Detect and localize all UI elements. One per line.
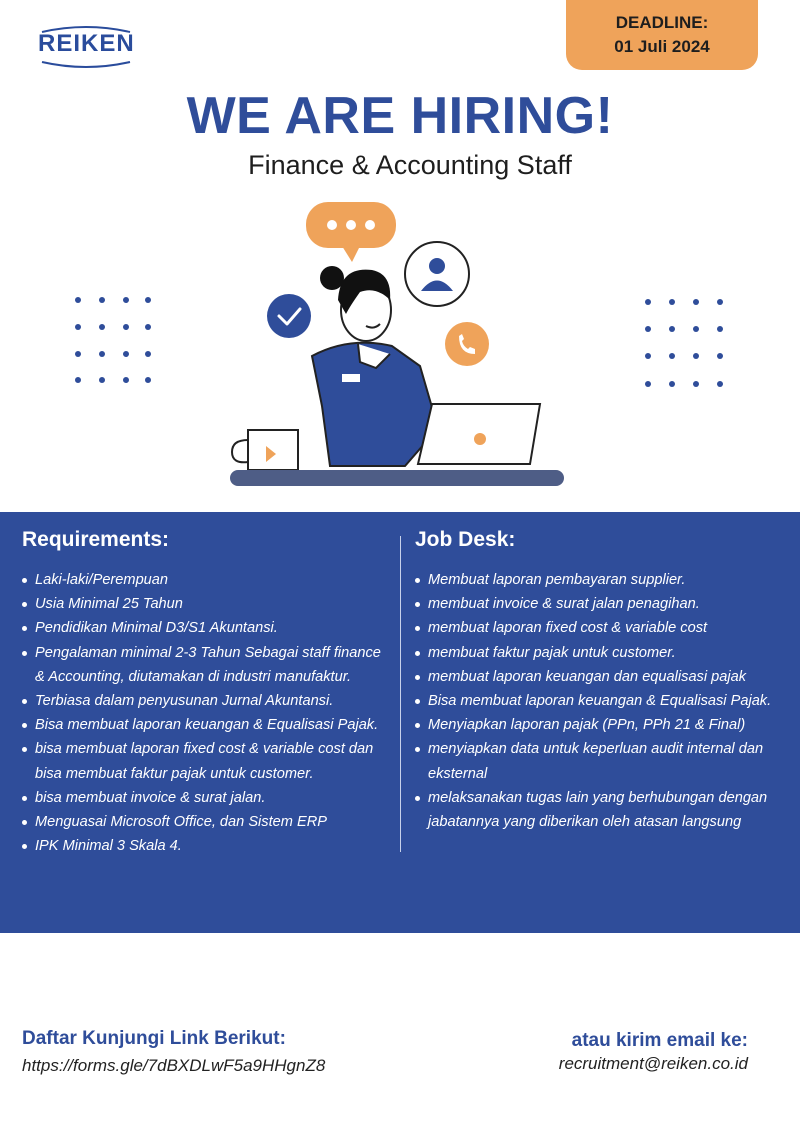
list-item: membuat laporan fixed cost & variable cost (415, 616, 795, 640)
list-item: melaksanakan tugas lain yang berhubungan dengan jabatannya yang diberikan oleh atasan langsung (415, 786, 795, 834)
user-icon (405, 242, 469, 306)
desk-icon (230, 470, 564, 486)
job-position: Finance & Accounting Staff (248, 150, 572, 180)
reiken-logo (38, 24, 134, 70)
email-label: atau kirim email ke: (571, 1030, 748, 1051)
list-item: Usia Minimal 25 Tahun (22, 592, 392, 616)
requirements-title: Requirements: (22, 528, 170, 551)
dot-grid-left-icon (75, 297, 151, 383)
requirements-list (22, 568, 392, 858)
email-link[interactable]: recruitment@reiken.co.id (558, 1054, 748, 1073)
register-label: Daftar Kunjungi Link Berikut: (22, 1028, 286, 1049)
job-desk-title: Job Desk: (415, 528, 516, 551)
list-item: IPK Minimal 3 Skala 4. (22, 834, 392, 858)
list-item: Menyiapkan laporan pajak (PPn, PPh 21 & Final) (415, 713, 795, 737)
list-item: Bisa membuat laporan keuangan & Equalisasi Pajak. (22, 713, 392, 737)
page-title: WE ARE HIRING! (186, 87, 614, 145)
dot-grid-right-icon (645, 299, 723, 387)
list-item: bisa membuat invoice & surat jalan. (22, 786, 392, 810)
register-link[interactable]: https://forms.gle/7dBXDLwF5a9HHgnZ8 (22, 1056, 326, 1075)
column-divider (400, 536, 401, 852)
chat-bubble-icon (306, 202, 396, 262)
deadline-badge (566, 0, 758, 70)
list-item: bisa membuat laporan fixed cost & variable cost dan bisa membuat faktur pajak untuk customer. (22, 737, 392, 785)
details-panel (0, 512, 800, 933)
list-item: membuat laporan keuangan dan equalisasi pajak (415, 665, 795, 689)
deadline-date: 01 Juli 2024 (614, 37, 710, 56)
phone-icon (445, 322, 489, 366)
mug-icon (232, 430, 298, 470)
list-item: membuat invoice & surat jalan penagihan. (415, 592, 795, 616)
list-item: Membuat laporan pembayaran supplier. (415, 568, 795, 592)
list-item: Laki-laki/Perempuan (22, 568, 392, 592)
check-icon (267, 294, 311, 338)
list-item: Pengalaman minimal 2-3 Tahun Sebagai staff finance & Accounting, diutamakan di industri manufaktur. (22, 641, 392, 689)
list-item: Terbiasa dalam penyusunan Jurnal Akuntansi. (22, 689, 392, 713)
hiring-illustration (0, 196, 800, 496)
job-desk-section (415, 526, 795, 834)
logo-text: REIKEN (38, 30, 135, 57)
laptop-icon (418, 404, 540, 464)
list-item: Menguasai Microsoft Office, dan Sistem ERP (22, 810, 392, 834)
list-item: Pendidikan Minimal D3/S1 Akuntansi. (22, 616, 392, 640)
job-desk-list (415, 568, 795, 834)
list-item: Bisa membuat laporan keuangan & Equalisasi Pajak. (415, 689, 795, 713)
list-item: membuat faktur pajak untuk customer. (415, 641, 795, 665)
list-item: menyiapkan data untuk keperluan audit internal dan eksternal (415, 737, 795, 785)
requirements-section (22, 526, 392, 858)
deadline-label: DEADLINE: (615, 13, 709, 32)
